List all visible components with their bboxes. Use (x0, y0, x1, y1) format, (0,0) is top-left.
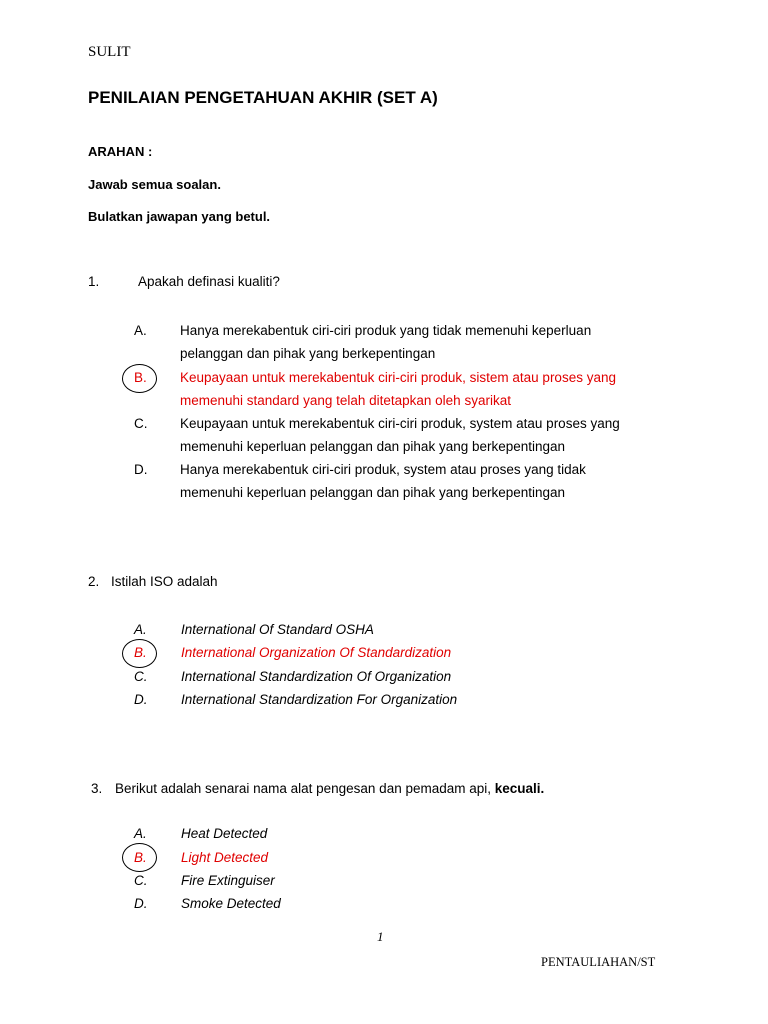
question-text: Apakah definasi kualiti? (138, 274, 280, 289)
option-letter-a[interactable]: A. (134, 323, 147, 338)
footer-code: PENTAULIAHAN/ST (541, 955, 656, 969)
option-text-c: Fire Extinguiser (181, 873, 275, 888)
option-text-d: Hanya merekabentuk ciri-ciri produk, system atau proses yang tidak memenuhi keperluan pelanggan dan pihak yang berkepentingan (180, 462, 586, 500)
option-letter-c[interactable]: C. (134, 873, 148, 888)
question-number: 1. (88, 274, 100, 289)
option-text-a: Heat Detected (181, 826, 268, 841)
option-text-c: International Standardization Of Organization (181, 669, 452, 684)
option-text-a: Hanya merekabentuk ciri-ciri produk yang tidak memenuhi keperluan pelanggan dan pihak yang berkepentingan (180, 323, 592, 361)
option-text-d: Smoke Detected (181, 896, 281, 911)
directions-label: ARAHAN : (88, 144, 153, 159)
page-title: PENILAIAN PENGETAHUAN AKHIR (SET A) (88, 88, 438, 107)
option-letter-b[interactable]: B. (134, 370, 147, 385)
option-text-b: Keupayaan untuk merekabentuk ciri-ciri produk, sistem atau proses yang memenuhi standard yang telah ditetapkan oleh syarikat (180, 370, 616, 408)
option-letter-d[interactable]: D. (134, 692, 148, 707)
question-number: 3. (91, 781, 103, 796)
option-letter-a[interactable]: A. (134, 826, 147, 841)
option-text-d: International Standardization For Organization (181, 692, 458, 707)
question-number: 2. (88, 574, 100, 589)
option-text-b: International Organization Of Standardization (181, 645, 452, 660)
question-text-main: Berikut adalah senarai nama alat pengesan dan pemadam api, (115, 781, 495, 796)
option-text-a: International Of Standard OSHA (181, 622, 374, 637)
option-letter-c[interactable]: C. (134, 669, 148, 684)
directions-line-2: Bulatkan jawapan yang betul. (88, 209, 271, 224)
option-letter-c[interactable]: C. (134, 416, 148, 431)
question-text (115, 781, 544, 796)
question-text-emphasis: kecuali. (494, 781, 545, 796)
option-letter-b[interactable]: B. (134, 645, 147, 660)
option-text-b: Light Detected (181, 850, 269, 865)
option-text-c: Keupayaan untuk merekabentuk ciri-ciri produk, system atau proses yang memenuhi keperluan pelanggan dan pihak yang berkepentingan (180, 416, 620, 454)
page-number: 1 (377, 929, 384, 944)
option-letter-d[interactable]: D. (134, 462, 148, 477)
option-letter-d[interactable]: D. (134, 896, 148, 911)
option-letter-a[interactable]: A. (134, 622, 147, 637)
classification-label: SULIT (88, 44, 131, 60)
question-text: Istilah ISO adalah (111, 574, 218, 589)
option-letter-b[interactable]: B. (134, 850, 147, 865)
directions-line-1: Jawab semua soalan. (88, 177, 221, 192)
